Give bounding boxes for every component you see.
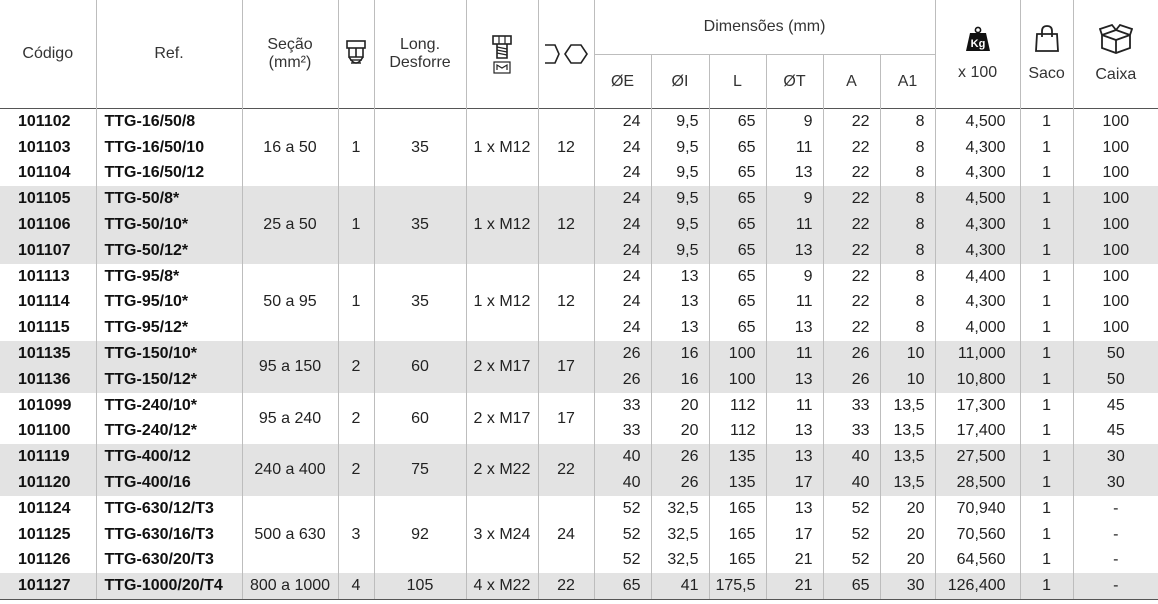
cell-caixa: - bbox=[1073, 522, 1158, 548]
cell-ot: 11 bbox=[766, 341, 823, 367]
cell-peso: 17,400 bbox=[935, 419, 1020, 445]
table-row bbox=[0, 393, 1158, 419]
cell-peso: 70,560 bbox=[935, 522, 1020, 548]
cell-ref: TTG-240/10* bbox=[96, 393, 242, 419]
cell-l: 65 bbox=[709, 135, 766, 161]
cell-oe: 33 bbox=[594, 419, 651, 445]
bolt-icon bbox=[490, 34, 514, 74]
cell-a: 22 bbox=[823, 290, 880, 316]
cell-oi: 13 bbox=[651, 290, 709, 316]
cell-caixa: 100 bbox=[1073, 135, 1158, 161]
cell-oe: 26 bbox=[594, 341, 651, 367]
cell-caixa: - bbox=[1073, 496, 1158, 522]
cable-lug-barrels-icon bbox=[345, 39, 367, 69]
cell-peso: 70,940 bbox=[935, 496, 1020, 522]
header-barrels bbox=[338, 0, 374, 109]
cell-oi: 9,5 bbox=[651, 109, 709, 135]
header-codigo: Código bbox=[0, 0, 96, 109]
kg-icon-label: Kg bbox=[970, 38, 985, 50]
cell-a: 33 bbox=[823, 419, 880, 445]
cell-oe: 26 bbox=[594, 367, 651, 393]
table-row bbox=[0, 186, 1158, 212]
cell-a1: 13,5 bbox=[880, 470, 935, 496]
cell-codigo: 101099 bbox=[18, 396, 72, 414]
cell-caixa: 30 bbox=[1073, 444, 1158, 470]
cell-a1: 10 bbox=[880, 341, 935, 367]
cell-a1: 8 bbox=[880, 186, 935, 212]
cell-ref: TTG-50/8* bbox=[96, 186, 242, 212]
cell-ot: 13 bbox=[766, 315, 823, 341]
cell-oe: 24 bbox=[594, 212, 651, 238]
cell-ot: 13 bbox=[766, 161, 823, 187]
cell-l: 175,5 bbox=[709, 573, 766, 599]
cell-ref: TTG-150/12* bbox=[96, 367, 242, 393]
cell-oi: 16 bbox=[651, 367, 709, 393]
cell-parafuso: 4 x M22 bbox=[466, 573, 538, 599]
cell-saco: 1 bbox=[1020, 290, 1073, 316]
cell-caixa: 45 bbox=[1073, 393, 1158, 419]
cell-parafuso: 3 x M24 bbox=[466, 496, 538, 573]
cell-oi: 41 bbox=[651, 573, 709, 599]
cell-a1: 20 bbox=[880, 496, 935, 522]
cell-a1: 8 bbox=[880, 109, 935, 135]
cell-codigo: 101107 bbox=[0, 238, 96, 264]
header-ref: Ref. bbox=[96, 0, 242, 109]
header-bolt bbox=[466, 0, 538, 109]
cell-barrels: 2 bbox=[338, 444, 374, 496]
cell-barrels: 1 bbox=[338, 264, 374, 341]
table-header bbox=[0, 0, 1158, 109]
cell-codigo: 101106 bbox=[0, 212, 96, 238]
cell-peso: 4,300 bbox=[935, 212, 1020, 238]
cell-l: 100 bbox=[709, 341, 766, 367]
cell-oi: 20 bbox=[651, 419, 709, 445]
cell-ref: TTG-1000/20/T4 bbox=[96, 573, 242, 599]
cell-codigo: 101126 bbox=[18, 551, 71, 569]
cell-oe: 52 bbox=[594, 496, 651, 522]
cell-peso: 4,000 bbox=[935, 315, 1020, 341]
cell-secao: 240 a 400 bbox=[242, 444, 338, 496]
cell-ref: TTG-16/50/10 bbox=[96, 135, 242, 161]
cell-saco: 1 bbox=[1020, 341, 1073, 367]
table-row bbox=[0, 573, 1158, 599]
cell-oi: 9,5 bbox=[651, 238, 709, 264]
cell-peso: 4,500 bbox=[935, 109, 1020, 135]
cell-secao: 95 a 240 bbox=[242, 393, 338, 445]
cell-saco: 1 bbox=[1020, 212, 1073, 238]
cell-peso: 4,300 bbox=[935, 135, 1020, 161]
cell-codigo: 101119 bbox=[0, 444, 96, 470]
cell-ot: 11 bbox=[766, 290, 823, 316]
cell-saco: 1 bbox=[1020, 264, 1073, 290]
cell-l: 165 bbox=[709, 548, 766, 574]
cell-l: 65 bbox=[709, 264, 766, 290]
table-row bbox=[0, 341, 1158, 367]
cell-oe: 65 bbox=[594, 573, 651, 599]
cell-saco: 1 bbox=[1020, 186, 1073, 212]
cell-oe: 24 bbox=[594, 238, 651, 264]
cell-ref: TTG-16/50/8 bbox=[96, 109, 242, 135]
cell-ot: 17 bbox=[766, 470, 823, 496]
cell-saco: 1 bbox=[1020, 161, 1073, 187]
header-peso-label: x 100 bbox=[958, 64, 998, 81]
cell-codigo: 101135 bbox=[0, 341, 96, 367]
cell-parafuso: 1 x M12 bbox=[466, 109, 538, 187]
cell-caixa: 100 bbox=[1073, 315, 1158, 341]
cell-l: 135 bbox=[709, 470, 766, 496]
cell-a1: 13,5 bbox=[880, 444, 935, 470]
cell-oi: 13 bbox=[651, 264, 709, 290]
cell-a: 40 bbox=[823, 470, 880, 496]
shopping-bag-icon bbox=[1034, 25, 1060, 53]
cell-a1: 30 bbox=[880, 573, 935, 599]
cell-caixa: 50 bbox=[1073, 341, 1158, 367]
cell-saco: 1 bbox=[1020, 573, 1073, 599]
header-caixa-label: Caixa bbox=[1095, 66, 1137, 83]
cell-l: 65 bbox=[709, 238, 766, 264]
cell-a: 26 bbox=[823, 367, 880, 393]
cell-oe: 52 bbox=[594, 522, 651, 548]
cell-secao: 25 a 50 bbox=[242, 186, 338, 263]
cell-chave: 12 bbox=[538, 109, 594, 187]
header-ot: ØT bbox=[766, 55, 823, 109]
header-hex-key bbox=[538, 0, 594, 109]
cell-caixa: 100 bbox=[1073, 186, 1158, 212]
cell-peso: 10,800 bbox=[935, 367, 1020, 393]
cell-codigo: 101127 bbox=[0, 573, 96, 599]
cell-codigo: 101125 bbox=[18, 525, 71, 543]
cell-caixa: 100 bbox=[1073, 290, 1158, 316]
cell-ref: TTG-400/16 bbox=[96, 470, 242, 496]
cell-l: 100 bbox=[709, 367, 766, 393]
cell-ref: TTG-150/10* bbox=[96, 341, 242, 367]
cell-peso: 4,500 bbox=[935, 186, 1020, 212]
cell-secao: 16 a 50 bbox=[242, 109, 338, 187]
cell-caixa: 100 bbox=[1073, 238, 1158, 264]
cell-ref: TTG-95/12* bbox=[96, 315, 242, 341]
cell-ot: 11 bbox=[766, 212, 823, 238]
cell-barrels: 2 bbox=[338, 393, 374, 445]
cell-saco: 1 bbox=[1020, 522, 1073, 548]
cell-caixa: 30 bbox=[1073, 470, 1158, 496]
cell-ot: 21 bbox=[766, 573, 823, 599]
cell-oi: 9,5 bbox=[651, 212, 709, 238]
table-row bbox=[0, 264, 1158, 290]
cell-caixa: 45 bbox=[1073, 419, 1158, 445]
cell-ot: 11 bbox=[766, 393, 823, 419]
cell-ot: 13 bbox=[766, 419, 823, 445]
cell-long: 60 bbox=[374, 341, 466, 393]
cell-ot: 13 bbox=[766, 444, 823, 470]
cell-long: 75 bbox=[374, 444, 466, 496]
cell-oe: 24 bbox=[594, 290, 651, 316]
cell-peso: 4,400 bbox=[935, 264, 1020, 290]
hexagon-key-icon bbox=[543, 43, 589, 65]
cell-a1: 13,5 bbox=[880, 393, 935, 419]
cell-a1: 8 bbox=[880, 264, 935, 290]
header-l: L bbox=[709, 55, 766, 109]
cell-a1: 10 bbox=[880, 367, 935, 393]
cell-oe: 33 bbox=[594, 393, 651, 419]
cell-barrels: 1 bbox=[338, 109, 374, 187]
cell-oi: 20 bbox=[651, 393, 709, 419]
cell-l: 65 bbox=[709, 109, 766, 135]
cell-codigo: 101104 bbox=[18, 164, 71, 182]
cell-oe: 40 bbox=[594, 470, 651, 496]
table-row bbox=[0, 109, 1158, 135]
cell-l: 165 bbox=[709, 522, 766, 548]
cell-long: 35 bbox=[374, 186, 466, 263]
cell-oe: 52 bbox=[594, 548, 651, 574]
cell-ref: TTG-95/8* bbox=[96, 264, 242, 290]
cell-peso: 64,560 bbox=[935, 548, 1020, 574]
cell-ot: 9 bbox=[766, 264, 823, 290]
cell-saco: 1 bbox=[1020, 367, 1073, 393]
cell-ref: TTG-95/10* bbox=[96, 290, 242, 316]
cell-a: 22 bbox=[823, 212, 880, 238]
cell-saco: 1 bbox=[1020, 444, 1073, 470]
header-oe: ØE bbox=[594, 55, 651, 109]
header-a1: A1 bbox=[880, 55, 935, 109]
cell-oi: 32,5 bbox=[651, 496, 709, 522]
cell-long: 35 bbox=[374, 109, 466, 187]
cell-a1: 8 bbox=[880, 290, 935, 316]
cell-oi: 16 bbox=[651, 341, 709, 367]
cell-oi: 9,5 bbox=[651, 186, 709, 212]
cell-saco: 1 bbox=[1020, 548, 1073, 574]
cell-l: 65 bbox=[709, 161, 766, 187]
cell-ot: 9 bbox=[766, 186, 823, 212]
header-caixa bbox=[1073, 0, 1158, 109]
cell-chave: 17 bbox=[538, 393, 594, 445]
cell-l: 112 bbox=[709, 393, 766, 419]
cell-peso: 11,000 bbox=[935, 341, 1020, 367]
cell-chave: 12 bbox=[538, 186, 594, 263]
cell-oi: 26 bbox=[651, 444, 709, 470]
cell-oe: 24 bbox=[594, 186, 651, 212]
cell-caixa: 100 bbox=[1073, 161, 1158, 187]
cell-codigo: 101105 bbox=[0, 186, 96, 212]
cell-caixa: - bbox=[1073, 548, 1158, 574]
header-peso bbox=[935, 0, 1020, 109]
cell-oi: 13 bbox=[651, 315, 709, 341]
header-long bbox=[374, 0, 466, 109]
cell-a: 22 bbox=[823, 135, 880, 161]
cell-l: 65 bbox=[709, 290, 766, 316]
cell-caixa: 100 bbox=[1073, 264, 1158, 290]
cell-a: 22 bbox=[823, 161, 880, 187]
cell-ref: TTG-240/12* bbox=[96, 419, 242, 445]
cell-barrels: 2 bbox=[338, 341, 374, 393]
cell-barrels: 3 bbox=[338, 496, 374, 573]
cell-secao: 50 a 95 bbox=[242, 264, 338, 341]
cell-a1: 13,5 bbox=[880, 419, 935, 445]
cell-oi: 32,5 bbox=[651, 522, 709, 548]
cell-oe: 40 bbox=[594, 444, 651, 470]
cell-a1: 8 bbox=[880, 161, 935, 187]
table-row bbox=[0, 496, 1158, 522]
cell-l: 65 bbox=[709, 315, 766, 341]
cell-l: 112 bbox=[709, 419, 766, 445]
cell-long: 105 bbox=[374, 573, 466, 599]
cell-long: 92 bbox=[374, 496, 466, 573]
cell-parafuso: 1 x M12 bbox=[466, 186, 538, 263]
cell-oi: 32,5 bbox=[651, 548, 709, 574]
cell-a: 65 bbox=[823, 573, 880, 599]
cell-a: 22 bbox=[823, 264, 880, 290]
cell-parafuso: 1 x M12 bbox=[466, 264, 538, 341]
cell-a: 40 bbox=[823, 444, 880, 470]
cell-oe: 24 bbox=[594, 135, 651, 161]
cell-peso: 28,500 bbox=[935, 470, 1020, 496]
cell-oe: 24 bbox=[594, 161, 651, 187]
cell-ot: 13 bbox=[766, 238, 823, 264]
cell-saco: 1 bbox=[1020, 419, 1073, 445]
header-long-line1: Long. bbox=[399, 36, 441, 53]
table-row bbox=[0, 444, 1158, 470]
cell-saco: 1 bbox=[1020, 470, 1073, 496]
cell-ref: TTG-630/16/T3 bbox=[96, 522, 242, 548]
cell-ot: 11 bbox=[766, 135, 823, 161]
kg-weight-icon bbox=[965, 26, 991, 52]
cell-a: 22 bbox=[823, 238, 880, 264]
cell-ref: TTG-400/12 bbox=[96, 444, 242, 470]
cell-caixa: 50 bbox=[1073, 367, 1158, 393]
header-saco-label: Saco bbox=[1028, 65, 1065, 82]
cell-peso: 4,300 bbox=[935, 238, 1020, 264]
cell-saco: 1 bbox=[1020, 393, 1073, 419]
header-secao bbox=[242, 0, 338, 109]
cell-parafuso: 2 x M22 bbox=[466, 444, 538, 496]
cell-ref: TTG-630/12/T3 bbox=[96, 496, 242, 522]
cell-peso: 27,500 bbox=[935, 444, 1020, 470]
cell-oe: 24 bbox=[594, 264, 651, 290]
cell-saco: 1 bbox=[1020, 109, 1073, 135]
cell-a1: 20 bbox=[880, 548, 935, 574]
cell-codigo: 101103 bbox=[18, 138, 71, 156]
cell-parafuso: 2 x M17 bbox=[466, 341, 538, 393]
cell-codigo: 101113 bbox=[18, 267, 70, 285]
cell-caixa: 100 bbox=[1073, 212, 1158, 238]
cell-saco: 1 bbox=[1020, 238, 1073, 264]
cell-a: 52 bbox=[823, 496, 880, 522]
cell-long: 35 bbox=[374, 264, 466, 341]
cell-chave: 22 bbox=[538, 444, 594, 496]
cell-ref: TTG-50/12* bbox=[96, 238, 242, 264]
header-saco bbox=[1020, 0, 1073, 109]
cell-barrels: 1 bbox=[338, 186, 374, 263]
cell-chave: 12 bbox=[538, 264, 594, 341]
cell-a1: 8 bbox=[880, 135, 935, 161]
header-a: A bbox=[823, 55, 880, 109]
cell-peso: 126,400 bbox=[935, 573, 1020, 599]
cell-oi: 9,5 bbox=[651, 135, 709, 161]
cell-parafuso: 2 x M17 bbox=[466, 393, 538, 445]
header-secao-line2: (mm²) bbox=[268, 54, 312, 71]
box-icon bbox=[1099, 24, 1133, 54]
cell-chave: 17 bbox=[538, 341, 594, 393]
cell-oi: 9,5 bbox=[651, 161, 709, 187]
cell-ref: TTG-50/10* bbox=[96, 212, 242, 238]
header-dimensoes: Dimensões (mm) bbox=[594, 0, 935, 55]
cell-l: 65 bbox=[709, 212, 766, 238]
cell-barrels: 4 bbox=[338, 573, 374, 599]
cell-oi: 26 bbox=[651, 470, 709, 496]
cell-ot: 13 bbox=[766, 367, 823, 393]
cell-caixa: 100 bbox=[1073, 109, 1158, 135]
cell-a: 52 bbox=[823, 522, 880, 548]
cell-a1: 8 bbox=[880, 315, 935, 341]
cell-chave: 22 bbox=[538, 573, 594, 599]
cell-oe: 24 bbox=[594, 315, 651, 341]
cell-l: 165 bbox=[709, 496, 766, 522]
cell-codigo: 101114 bbox=[18, 293, 70, 311]
cell-chave: 24 bbox=[538, 496, 594, 573]
cell-a: 33 bbox=[823, 393, 880, 419]
header-secao-line1: Seção bbox=[267, 36, 313, 53]
cell-ot: 17 bbox=[766, 522, 823, 548]
cell-long: 60 bbox=[374, 393, 466, 445]
cell-ref: TTG-630/20/T3 bbox=[96, 548, 242, 574]
table-body bbox=[0, 109, 1158, 600]
cell-codigo: 101115 bbox=[18, 319, 70, 337]
header-oi: ØI bbox=[651, 55, 709, 109]
cell-l: 65 bbox=[709, 186, 766, 212]
cell-peso: 4,300 bbox=[935, 161, 1020, 187]
cell-a: 22 bbox=[823, 315, 880, 341]
cell-secao: 95 a 150 bbox=[242, 341, 338, 393]
header-long-line2: Desforre bbox=[389, 54, 451, 71]
cell-peso: 17,300 bbox=[935, 393, 1020, 419]
cell-l: 135 bbox=[709, 444, 766, 470]
cell-a: 52 bbox=[823, 548, 880, 574]
cell-codigo: 101124 bbox=[18, 499, 71, 517]
cell-a: 26 bbox=[823, 341, 880, 367]
cell-a1: 20 bbox=[880, 522, 935, 548]
cell-a: 22 bbox=[823, 186, 880, 212]
cell-a1: 8 bbox=[880, 238, 935, 264]
cell-saco: 1 bbox=[1020, 315, 1073, 341]
cell-secao: 500 a 630 bbox=[242, 496, 338, 573]
cell-peso: 4,300 bbox=[935, 290, 1020, 316]
cell-ot: 13 bbox=[766, 496, 823, 522]
cell-codigo: 101136 bbox=[0, 367, 96, 393]
cell-caixa: - bbox=[1073, 573, 1158, 599]
cell-oe: 24 bbox=[594, 109, 651, 135]
cell-a1: 8 bbox=[880, 212, 935, 238]
cell-saco: 1 bbox=[1020, 135, 1073, 161]
cell-a: 22 bbox=[823, 109, 880, 135]
cell-secao: 800 a 1000 bbox=[242, 573, 338, 599]
cell-ref: TTG-16/50/12 bbox=[96, 161, 242, 187]
cell-ot: 9 bbox=[766, 109, 823, 135]
cell-ot: 21 bbox=[766, 548, 823, 574]
cell-codigo: 101120 bbox=[0, 470, 96, 496]
cell-codigo: 101102 bbox=[18, 112, 71, 130]
cell-saco: 1 bbox=[1020, 496, 1073, 522]
cell-codigo: 101100 bbox=[18, 422, 71, 440]
